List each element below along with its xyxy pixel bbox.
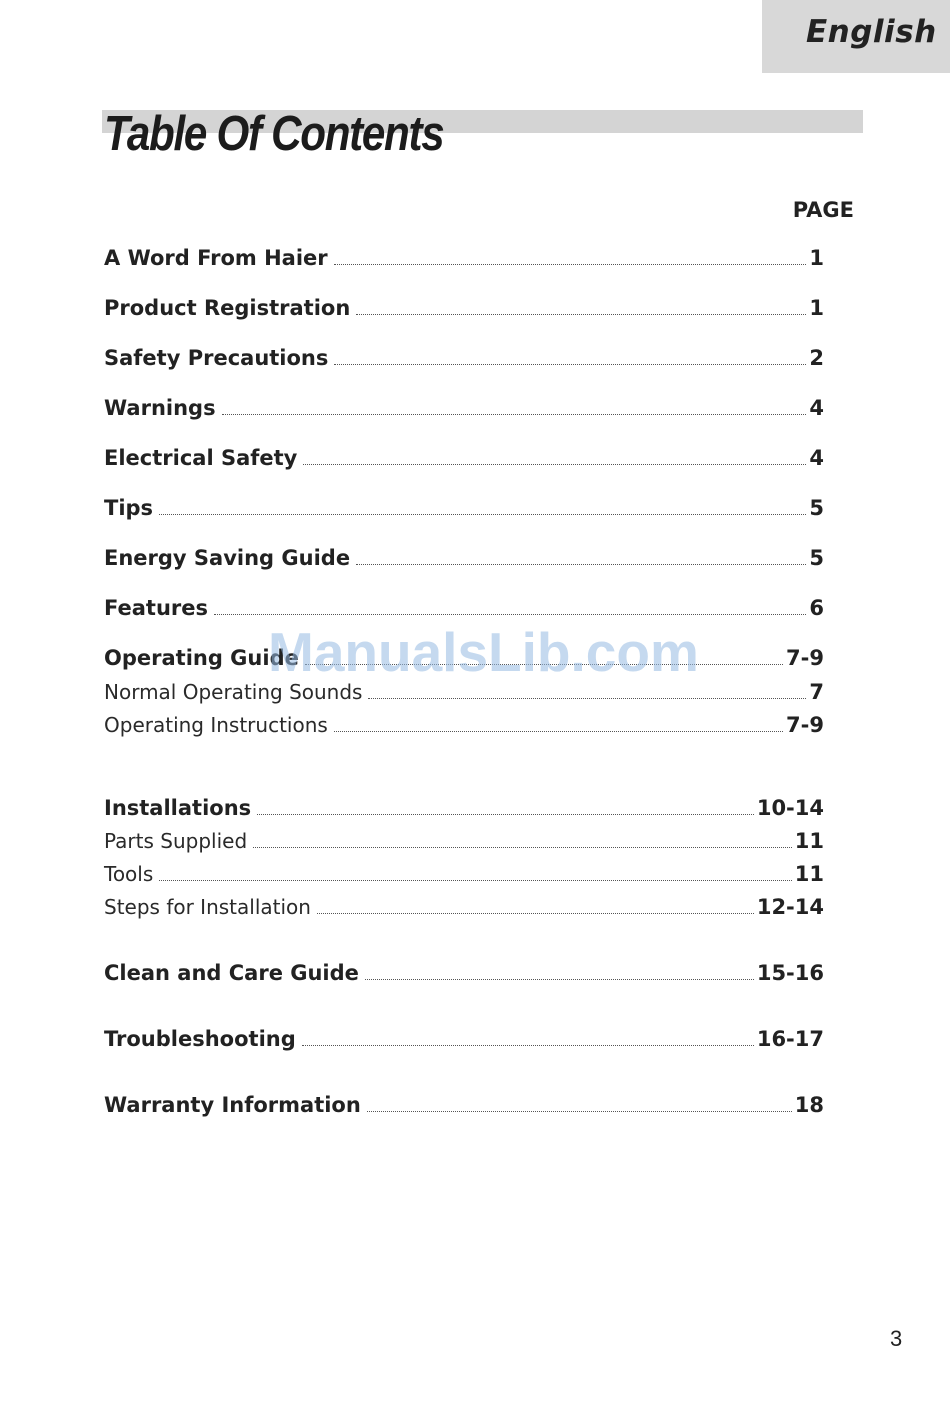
toc-entry-label: Tools xyxy=(104,862,154,886)
page-number: 3 xyxy=(890,1326,903,1351)
dot-leader xyxy=(334,363,806,365)
toc-entry-page: 10-14 xyxy=(756,796,824,820)
toc-entry-page: 15-16 xyxy=(756,961,824,985)
dot-leader xyxy=(257,813,754,815)
dot-leader xyxy=(159,879,791,881)
toc-entry-label: Electrical Safety xyxy=(104,446,298,470)
dot-leader xyxy=(302,1044,754,1046)
toc-entry-product-registration[interactable] xyxy=(104,296,824,320)
toc-entry-label: Parts Supplied xyxy=(104,829,248,853)
toc-entry-clean-and-care-guide[interactable] xyxy=(104,961,824,985)
toc-entry-troubleshooting[interactable] xyxy=(104,1027,824,1051)
toc-entry-page: 4 xyxy=(809,396,824,420)
dot-leader xyxy=(317,912,754,914)
toc-entry-page: 2 xyxy=(809,346,824,370)
toc-entry-page: 11 xyxy=(794,829,824,853)
toc-entry-tips[interactable] xyxy=(104,496,824,520)
toc-entry-page: 1 xyxy=(809,246,824,270)
toc-entry-label: Safety Precautions xyxy=(104,346,329,370)
toc-entry-page: 7-9 xyxy=(786,713,824,737)
toc-entry-electrical-safety[interactable] xyxy=(104,446,824,470)
toc-entry-label: Operating Instructions xyxy=(104,713,328,737)
toc-entry-page: 12-14 xyxy=(756,895,824,919)
toc-entry-label: Warranty Information xyxy=(104,1093,361,1117)
toc-entry-label: Troubleshooting xyxy=(104,1027,296,1051)
toc-entry-warranty-information[interactable] xyxy=(104,1093,824,1117)
toc-entry-page: 7-9 xyxy=(786,646,824,670)
toc-entry-label: Operating Guide xyxy=(104,646,299,670)
dot-leader xyxy=(303,463,806,465)
toc-entry-page: 1 xyxy=(809,296,824,320)
language-label: English xyxy=(806,14,937,50)
dot-leader xyxy=(368,697,806,699)
toc-entry-page: 5 xyxy=(809,496,824,520)
toc-entry-safety-precautions[interactable] xyxy=(104,346,824,370)
toc-entry-label: Normal Operating Sounds xyxy=(104,680,363,704)
toc-entry-label: Warnings xyxy=(104,396,216,420)
toc-entry-label: Clean and Care Guide xyxy=(104,961,359,985)
page-column-heading: PAGE xyxy=(792,198,854,222)
watermark: ManualsLib.com xyxy=(268,621,699,683)
dot-leader xyxy=(222,413,807,415)
toc-entry-features[interactable] xyxy=(104,596,824,620)
dot-leader xyxy=(334,263,807,265)
dot-leader xyxy=(214,613,806,615)
toc-entry-label: Steps for Installation xyxy=(104,895,311,919)
toc-entry-label: Energy Saving Guide xyxy=(104,546,351,570)
toc-entry-page: 11 xyxy=(794,862,824,886)
toc-entry-page: 18 xyxy=(794,1093,824,1117)
toc-entry-label: Installations xyxy=(104,796,252,820)
toc-entry-warnings[interactable] xyxy=(104,396,824,420)
dot-leader xyxy=(367,1110,792,1112)
toc-entry-page: 5 xyxy=(809,546,824,570)
dot-leader xyxy=(334,730,783,732)
page-title: Table Of Contents xyxy=(104,107,444,161)
toc-entry-a-word-from-haier[interactable] xyxy=(104,246,824,270)
dot-leader xyxy=(365,978,754,980)
dot-leader xyxy=(356,313,806,315)
toc-entry-page: 6 xyxy=(809,596,824,620)
toc-entry-page: 16-17 xyxy=(756,1027,824,1051)
dot-leader xyxy=(159,513,806,515)
dot-leader xyxy=(356,563,806,565)
toc-entry-parts-supplied[interactable] xyxy=(104,829,824,853)
toc-entry-label: Tips xyxy=(104,496,154,520)
toc-entry-installations[interactable] xyxy=(104,796,824,820)
toc-entry-energy-saving-guide[interactable] xyxy=(104,546,824,570)
toc-entry-page: 4 xyxy=(809,446,824,470)
toc-entry-tools[interactable] xyxy=(104,862,824,886)
toc-entry-label: Features xyxy=(104,596,208,620)
toc-entry-label: A Word From Haier xyxy=(104,246,328,270)
toc-entry-page: 7 xyxy=(809,680,824,704)
toc-entry-steps-for-installation[interactable] xyxy=(104,895,824,919)
toc-entry-label: Product Registration xyxy=(104,296,351,320)
toc-entry-operating-instructions[interactable] xyxy=(104,713,824,737)
dot-leader xyxy=(253,846,792,848)
